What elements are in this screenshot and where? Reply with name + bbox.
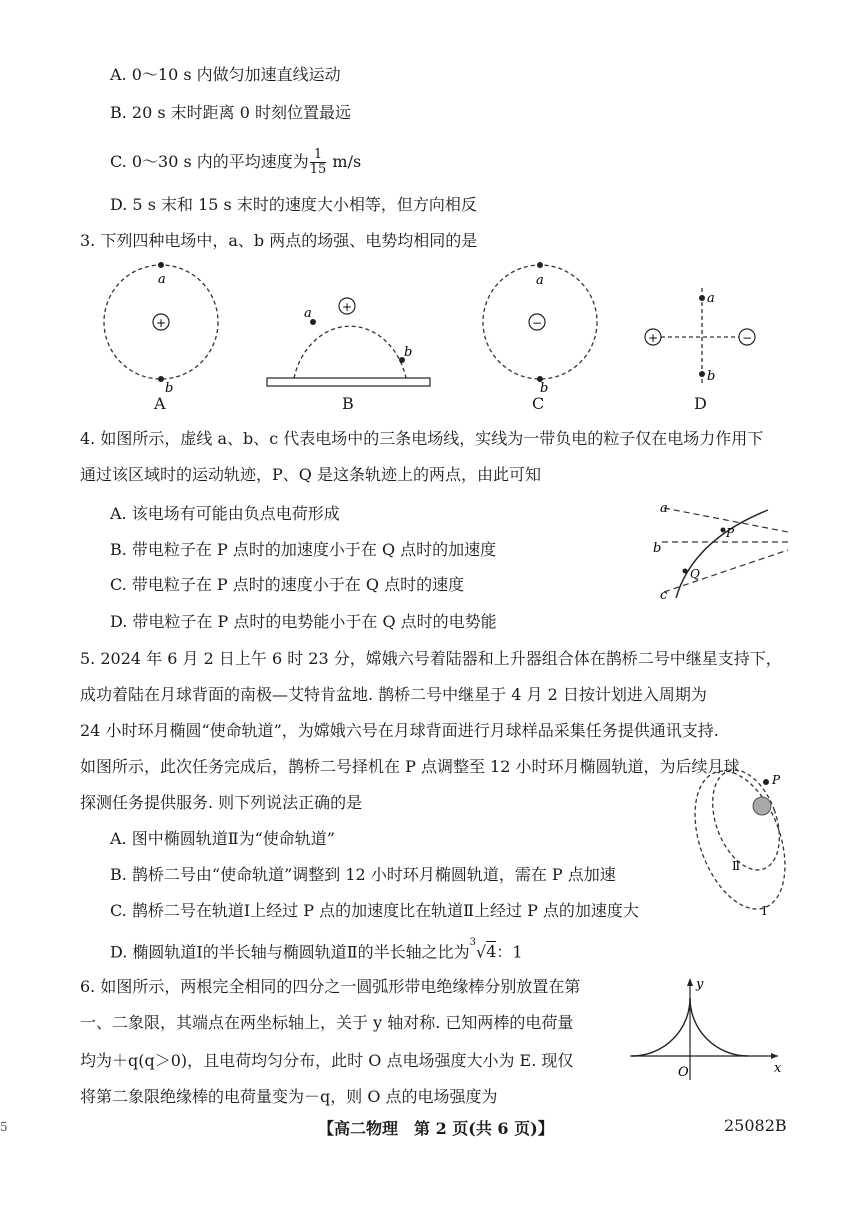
charge-plus: +: [155, 316, 167, 330]
q4-option-a: A. 该电场有可能由负点电荷形成: [110, 504, 340, 523]
q3-figure-b: [262, 290, 437, 400]
label-b: b: [404, 345, 413, 360]
point-label-q: Q: [690, 567, 700, 581]
point-label-p: P: [772, 773, 781, 787]
label-a: a: [707, 291, 715, 306]
charge-minus: −: [741, 331, 753, 345]
root-index: 3: [469, 937, 477, 948]
root-radicand: 4: [486, 942, 497, 962]
q2-option-c-text: C. 0～30 s 内的平均速度为: [110, 152, 309, 171]
q5-option-b: B. 鹊桥二号由“使命轨道”调整到 12 小时环月椭圆轨道，需在 P 点加速: [110, 865, 616, 884]
label-a: a: [536, 273, 544, 288]
q5-option-d: [110, 938, 523, 963]
label-b: b: [707, 369, 716, 384]
q3-label-d: D: [694, 394, 707, 413]
q4-option-c: C. 带电粒子在 P 点时的速度小于在 Q 点时的速度: [110, 575, 465, 594]
footer-edge-mark: 5: [0, 1120, 8, 1134]
q5-figure: [692, 768, 802, 918]
label-a: a: [158, 272, 166, 287]
q3-label-c: C: [532, 394, 545, 413]
q2-option-b: B. 20 s 末时距离 0 时刻位置最远: [110, 103, 352, 122]
charge-minus: −: [531, 316, 543, 330]
charge-plus: +: [647, 331, 659, 345]
q5-stem-line5: 探测任务提供服务. 则下列说法正确的是: [80, 793, 363, 812]
origin-label: O: [678, 1065, 689, 1080]
q4-stem-line2: 通过该区域时的运动轨迹，P、Q 是这条轨迹上的两点，由此可知: [80, 465, 541, 484]
q4-option-d: D. 带电粒子在 P 点时的电势能小于在 Q 点时的电势能: [110, 612, 497, 631]
label-b: b: [165, 381, 174, 396]
q5-stem-line3: 24 小时环月椭圆“使命轨道”，为嫦娥六号在月球背面进行月球样品采集任务提供通讯支持.: [80, 721, 719, 740]
point-label-p: P: [726, 526, 735, 540]
q3-stem: 3. 下列四种电场中，a、b 两点的场强、电势均相同的是: [80, 231, 478, 250]
q3-figure-d: [640, 280, 770, 390]
q3-label-a: A: [154, 394, 166, 413]
q2-option-c: [110, 148, 361, 177]
label-a: a: [304, 306, 312, 321]
line-label-a: a: [660, 501, 668, 516]
footer-code: 25082B: [724, 1116, 787, 1135]
q3-label-b: B: [342, 394, 354, 413]
fraction-numerator: 1: [310, 148, 327, 163]
q5-stem-line2: 成功着陆在月球背面的南极—艾特肯盆地. 鹊桥二号中继星于 4 月 2 日按计划进入周期为: [80, 685, 707, 704]
q2-option-a: A. 0～10 s 内做匀加速直线运动: [110, 65, 341, 84]
q5-option-c: C. 鹊桥二号在轨道Ⅰ上经过 P 点的加速度比在轨道Ⅱ上经过 P 点的加速度大: [110, 901, 639, 920]
q5-stem-line1: 5. 2024 年 6 月 2 日上午 6 时 23 分，嫦娥六号着陆器和上升器组合体在鹊桥二号中继星支持下，: [80, 649, 782, 668]
q6-stem-line2: 一、二象限，其端点在两坐标轴上，关于 y 轴对称. 已知两棒的电荷量: [80, 1013, 574, 1032]
q5-option-d-text: D. 椭圆轨道Ⅰ的半长轴与椭圆轨道Ⅱ的半长轴之比为: [110, 942, 470, 962]
q3-figure-c: [480, 262, 610, 396]
q4-option-b: B. 带电粒子在 P 点时的加速度小于在 Q 点时的加速度: [110, 540, 497, 559]
line-label-b: b: [653, 541, 662, 556]
charge-plus: +: [341, 300, 353, 314]
q6-stem-line1: 6. 如图所示，两根完全相同的四分之一圆弧形带电绝缘棒分别放置在第: [80, 977, 581, 996]
axis-label-y: y: [696, 977, 704, 992]
q4-stem-line1: 4. 如图所示，虚线 a、b、c 代表电场中的三条电场线，实线为一带负电的粒子仅在电场力作用下: [80, 429, 764, 448]
q6-stem-line4: 将第二象限绝缘棒的电荷量变为－q，则 O 点的电场强度为: [80, 1087, 498, 1106]
q5-stem-line4: 如图所示，此次任务完成后，鹊桥二号择机在 P 点调整至 12 小时环月椭圆轨道，为后续月球: [80, 757, 740, 776]
q2-option-c-fraction: [310, 148, 327, 177]
q2-option-d: D. 5 s 末和 15 s 末时的速度大小相等，但方向相反: [110, 195, 477, 214]
q6-figure: [620, 976, 785, 1086]
label-b: b: [540, 381, 549, 396]
q6-stem-line3: 均为＋q(q＞0)，且电荷均匀分布，此时 O 点电场强度大小为 E. 现仅: [80, 1051, 574, 1070]
q3-figure-a: [98, 262, 228, 396]
q5-option-a: A. 图中椭圆轨道Ⅱ为“使命轨道”: [110, 829, 335, 848]
q5-option-d-ratio: ：1: [496, 942, 523, 962]
footer-title: 【高二物理 第 2 页(共 6 页)】: [318, 1119, 554, 1138]
q4-figure: [648, 500, 793, 605]
cube-root: $^3$√4: [469, 937, 497, 962]
q2-option-c-unit: m/s: [332, 152, 362, 171]
axis-label-x: x: [774, 1061, 782, 1076]
line-label-c: c: [660, 588, 668, 603]
orbit-label-1: Ⅰ: [762, 904, 767, 918]
orbit-label-2: Ⅱ: [732, 859, 741, 873]
fraction-denominator: 15: [309, 162, 327, 177]
